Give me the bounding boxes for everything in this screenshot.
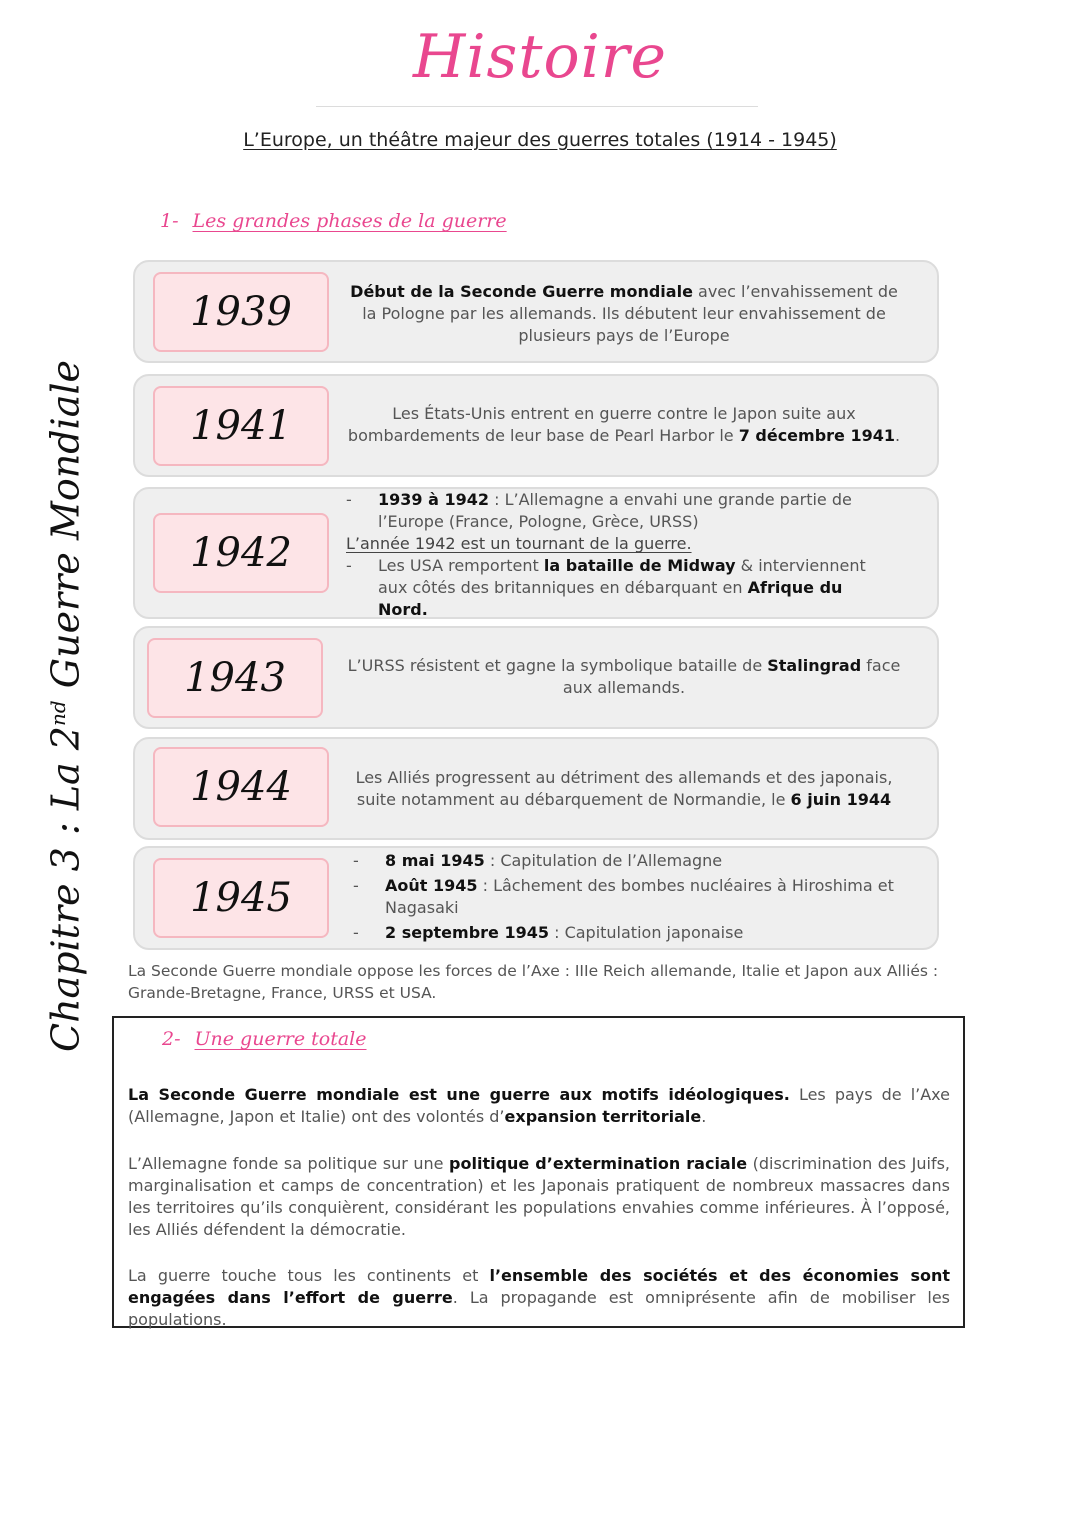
year-badge: 1941 bbox=[153, 386, 329, 466]
para-text: (discrimination des Juifs, marginalisation et camps de concentration) et les Japonais pratiquent de nombreux massacres dans les territoires qu’ils conquièrent, considérant les populations envahies comme inférieures. À l’opposé, les Alliés défendent la démocratie. bbox=[128, 1154, 950, 1239]
section-2-title: Une guerre totale bbox=[194, 1028, 367, 1050]
para-text: Les pays de l’Axe (Allemagne, Japon et Italie) ont des volontés d’ bbox=[128, 1085, 951, 1126]
para-text: L’Allemagne fonde sa politique sur une bbox=[128, 1154, 450, 1173]
axis-allies-summary: La Seconde Guerre mondiale oppose les forces de l’Axe : IIIe Reich allemande, Italie et Japon aux Alliés : Grande-Bretagne, France, URSS et USA. bbox=[128, 962, 939, 1002]
paragraph-ideology bbox=[128, 1084, 950, 1128]
para-emphasis: politique d’extermination raciale bbox=[449, 1154, 748, 1173]
paragraph-war-effort bbox=[128, 1265, 950, 1331]
event-text: face aux allemands. bbox=[562, 656, 901, 697]
timeline-event-1941 bbox=[133, 374, 939, 477]
turning-point-note: L’année 1942 est un tournant de la guerre. bbox=[346, 534, 692, 553]
para-emphasis: l’ensemble des sociétés et des économies sont engagées dans l’effort de guerre bbox=[128, 1266, 951, 1307]
timeline-event-1939 bbox=[133, 260, 939, 363]
event-emphasis: Stalingrad bbox=[767, 656, 862, 675]
para-emphasis: expansion territoriale bbox=[504, 1107, 702, 1126]
year-badge: 1939 bbox=[153, 272, 329, 352]
timeline-event-1943 bbox=[133, 626, 939, 729]
event-text: . bbox=[895, 426, 901, 445]
list-item bbox=[346, 489, 897, 533]
year-badge: 1945 bbox=[153, 858, 329, 938]
event-text: : L’Allemagne a envahi une grande partie de l’Europe (France, Pologne, Grèce, URSS) bbox=[378, 490, 852, 531]
section-2-number: 2- bbox=[162, 1028, 181, 1050]
event-text: avec l’envahissement de la Pologne par les allemands. Ils débutent leur envahissement de plusieurs pays de l’Europe bbox=[362, 282, 898, 345]
timeline-event-1945 bbox=[133, 846, 939, 950]
event-text: : Capitulation japonaise bbox=[549, 923, 744, 942]
section-1-heading bbox=[160, 210, 507, 232]
event-text: : Lâchement des bombes nucléaires à Hiroshima et Nagasaki bbox=[385, 876, 894, 917]
paragraph-extermination bbox=[128, 1153, 950, 1241]
year-badge: 1942 bbox=[153, 513, 329, 593]
list-dash: - bbox=[353, 851, 359, 870]
list-item bbox=[353, 922, 897, 944]
list-dash: - bbox=[346, 556, 352, 575]
timeline-event-1944 bbox=[133, 737, 939, 840]
event-emphasis: 8 mai 1945 bbox=[385, 851, 485, 870]
year-badge: 1943 bbox=[147, 638, 323, 718]
event-emphasis: 6 juin 1944 bbox=[790, 790, 892, 809]
event-description bbox=[345, 403, 903, 447]
list-item bbox=[353, 875, 897, 919]
event-emphasis: la bataille de Midway bbox=[543, 556, 736, 575]
event-emphasis: Début de la Seconde Guerre mondiale bbox=[350, 282, 693, 301]
list-dash: - bbox=[346, 490, 352, 509]
list-dash: - bbox=[353, 876, 359, 895]
list-item bbox=[353, 850, 897, 872]
section-1-number: 1- bbox=[160, 210, 179, 232]
year-badge: 1944 bbox=[153, 747, 329, 827]
event-text: : Capitulation de l’Allemagne bbox=[484, 851, 723, 870]
event-text: Les Alliés progressent au détriment des allemands et des japonais, suite notamment au débarquement de Normandie, le bbox=[355, 768, 893, 809]
event-text: & interviennent aux côtés des britanniques en débarquant en bbox=[378, 556, 866, 597]
section-1-title: Les grandes phases de la guerre bbox=[192, 210, 507, 232]
event-emphasis: 1939 à 1942 bbox=[378, 490, 489, 509]
chapter-title-sup: nd bbox=[46, 700, 70, 727]
section-2-heading bbox=[162, 1028, 367, 1050]
event-description bbox=[345, 281, 903, 347]
page-subtitle: L’Europe, un théâtre majeur des guerres totales (1914 - 1945) bbox=[243, 129, 837, 151]
timeline-event-1942 bbox=[133, 487, 939, 619]
event-emphasis: 2 septembre 1945 bbox=[385, 923, 549, 942]
event-list bbox=[346, 489, 897, 621]
event-text: Les USA remportent bbox=[378, 556, 544, 575]
list-item bbox=[346, 555, 897, 621]
page-title: Histoire bbox=[413, 22, 667, 92]
para-text: . La propagande est omniprésente afin de mobiliser les populations. bbox=[128, 1288, 951, 1329]
event-text: Les États-Unis entrent en guerre contre le Japon suite aux bombardements de leur base de Pearl Harbor le bbox=[347, 404, 856, 445]
event-list bbox=[353, 850, 897, 944]
chapter-side-title bbox=[28, 360, 88, 1052]
chapter-title-prefix: Chapitre 3 : La 2 bbox=[43, 726, 88, 1052]
para-text: . bbox=[701, 1107, 707, 1126]
title-divider bbox=[316, 106, 758, 107]
event-description bbox=[345, 767, 903, 811]
event-emphasis: Août 1945 bbox=[385, 876, 478, 895]
event-description bbox=[345, 655, 903, 699]
event-emphasis: 7 décembre 1941 bbox=[738, 426, 895, 445]
list-dash: - bbox=[353, 923, 359, 942]
para-emphasis: La Seconde Guerre mondiale est une guerre aux motifs idéologiques. bbox=[128, 1085, 790, 1104]
para-text: La guerre touche tous les continents et bbox=[128, 1266, 490, 1285]
event-emphasis: Afrique du Nord. bbox=[378, 578, 843, 619]
chapter-title-suffix: Guerre Mondiale bbox=[43, 360, 88, 701]
event-text: L’URSS résistent et gagne la symbolique bataille de bbox=[347, 656, 768, 675]
